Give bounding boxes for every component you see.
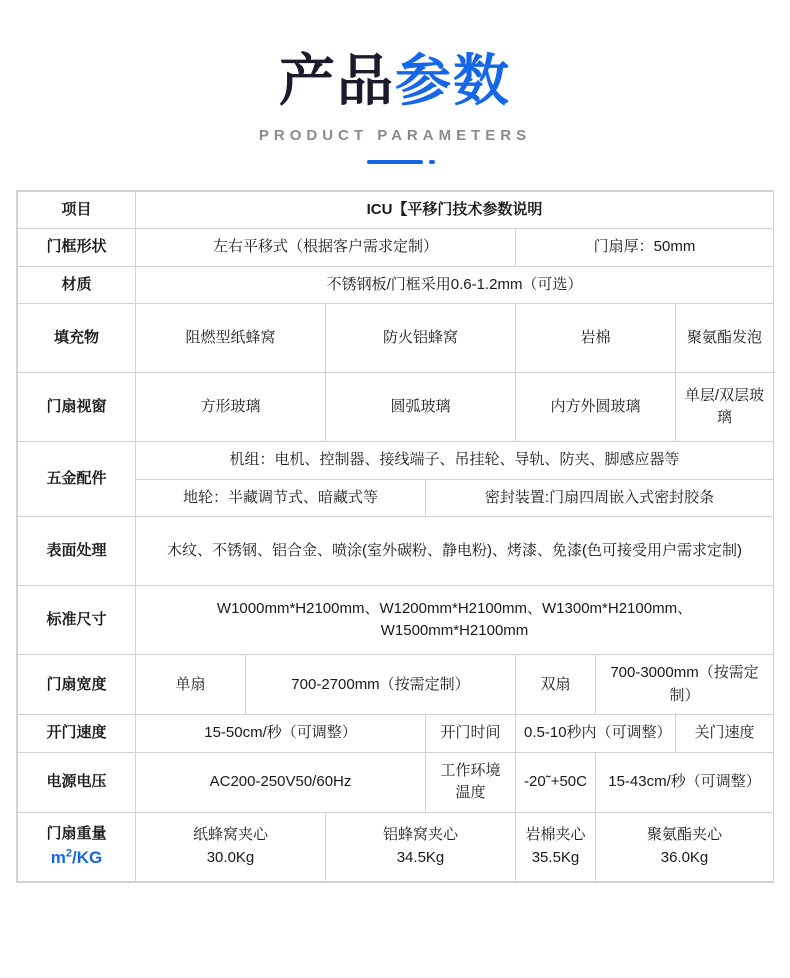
row-value-open-speed: 15-50cm/秒（可调整）: [136, 715, 426, 753]
row-label-material: 材质: [18, 266, 136, 304]
row-value-close-speed: 15-43cm/秒（可调整）: [596, 752, 774, 812]
row-value-weight-2: [326, 812, 516, 881]
row-value-window-4: 单层/双层玻璃: [676, 373, 774, 442]
row-value-weight-3: [516, 812, 596, 881]
row-label-leaf-weight: [18, 812, 136, 881]
spec-table-wrapper: [16, 190, 774, 883]
table-row: [18, 586, 774, 655]
row-value-double-leaf-label: 双扇: [516, 655, 596, 715]
row-value-surface: 木纹、不锈钢、铝合金、喷涂(室外碳粉、静电粉)、烤漆、免漆(色可接受用户需求定制): [136, 517, 774, 586]
table-row: [18, 655, 774, 715]
row-label-filler: 填充物: [18, 304, 136, 373]
row-value-filler-3: 岩棉: [516, 304, 676, 373]
row-label-open-time: 开门时间: [426, 715, 516, 753]
weight-4-value: 36.0Kg: [660, 848, 709, 866]
table-row: [18, 442, 774, 480]
table-row: [18, 517, 774, 586]
table-row: [18, 229, 774, 267]
page-header: [0, 0, 790, 164]
row-value-weight-4: [596, 812, 774, 881]
row-value-hardware-roller: 地轮：半藏调节式、暗藏式等: [136, 479, 426, 517]
row-value-open-time: 0.5-10秒内（可调整）: [516, 715, 676, 753]
row-value-material: 不锈钢板/门框采用0.6-1.2mm（可选）: [136, 266, 774, 304]
table-row: [18, 266, 774, 304]
row-value-hardware-seal: 密封装置:门扇四周嵌入式密封胶条: [426, 479, 774, 517]
table-row: [18, 304, 774, 373]
row-value-single-leaf-label: 单扇: [136, 655, 246, 715]
row-value-window-3: 内方外圆玻璃: [516, 373, 676, 442]
weight-1-name: 纸蜂窝夹心: [192, 826, 268, 844]
unit-superscript: 2: [65, 847, 72, 860]
row-value-double-leaf-width: 700-3000mm（按需定制）: [596, 655, 774, 715]
page-title-dark: 产品: [279, 49, 395, 112]
weight-3-name: 岩棉夹心: [525, 826, 586, 844]
table-row: [18, 715, 774, 753]
page-title: [0, 49, 790, 112]
title-divider: [367, 160, 423, 164]
weight-4-name: 聚氨酯夹心: [647, 826, 723, 844]
row-label-view-window: 门扇视窗: [18, 373, 136, 442]
page-subtitle: PRODUCT PARAMETERS: [258, 126, 532, 144]
table-row: [18, 812, 774, 881]
row-label-working-temp: 工作环境温度: [426, 752, 516, 812]
row-label-close-speed: 关门速度: [676, 715, 774, 753]
row-label-surface: 表面处理: [18, 517, 136, 586]
row-label-frame-shape: 门框形状: [18, 229, 136, 267]
table-row: [18, 191, 774, 229]
page-title-blue: 参数: [395, 49, 511, 112]
weight-2-name: 铝蜂窝夹心: [382, 826, 458, 844]
row-value-frame-shape: 左右平移式（根据客户需求定制）: [136, 229, 516, 267]
row-label-project: 项目: [18, 191, 136, 229]
row-value-working-temp: -20˜+50C: [516, 752, 596, 812]
table-row: [18, 373, 774, 442]
spec-table: [17, 191, 774, 882]
table-row: [18, 752, 774, 812]
row-label-voltage: 电源电压: [18, 752, 136, 812]
row-value-leaf-thickness: 门扇厚：50mm: [516, 229, 774, 267]
row-value-window-1: 方形玻璃: [136, 373, 326, 442]
row-label-leaf-weight-text: 门扇重量: [46, 824, 107, 842]
row-label-leaf-weight-unit: [26, 845, 127, 871]
unit-suffix: /KG: [72, 848, 103, 868]
weight-3-value: 35.5Kg: [531, 848, 580, 866]
row-value-hardware-unit: 机组：电机、控制器、接线端子、吊挂轮、导轨、防夹、脚感应器等: [136, 442, 774, 480]
row-label-leaf-width: 门扇宽度: [18, 655, 136, 715]
row-value-filler-1: 阻燃型纸蜂窝: [136, 304, 326, 373]
row-value-standard-size: W1000mm*H2100mm、W1200mm*H2100mm、W1300m*H2100mm、W1500mm*H2100mm: [136, 586, 774, 655]
weight-1-value: 30.0Kg: [206, 848, 255, 866]
weight-2-value: 34.5Kg: [396, 848, 445, 866]
row-label-hardware: 五金配件: [18, 442, 136, 517]
unit-prefix: m: [50, 848, 66, 868]
row-value-window-2: 圆弧玻璃: [326, 373, 516, 442]
row-value-project: ICU【平移门技术参数说明: [136, 191, 774, 229]
row-value-filler-4: 聚氨酯发泡: [676, 304, 774, 373]
row-value-weight-1: [136, 812, 326, 881]
row-label-standard-size: 标准尺寸: [18, 586, 136, 655]
row-value-voltage: AC200-250V50/60Hz: [136, 752, 426, 812]
row-value-single-leaf-width: 700-2700mm（按需定制）: [246, 655, 516, 715]
row-label-open-speed: 开门速度: [18, 715, 136, 753]
row-value-filler-2: 防火铝蜂窝: [326, 304, 516, 373]
